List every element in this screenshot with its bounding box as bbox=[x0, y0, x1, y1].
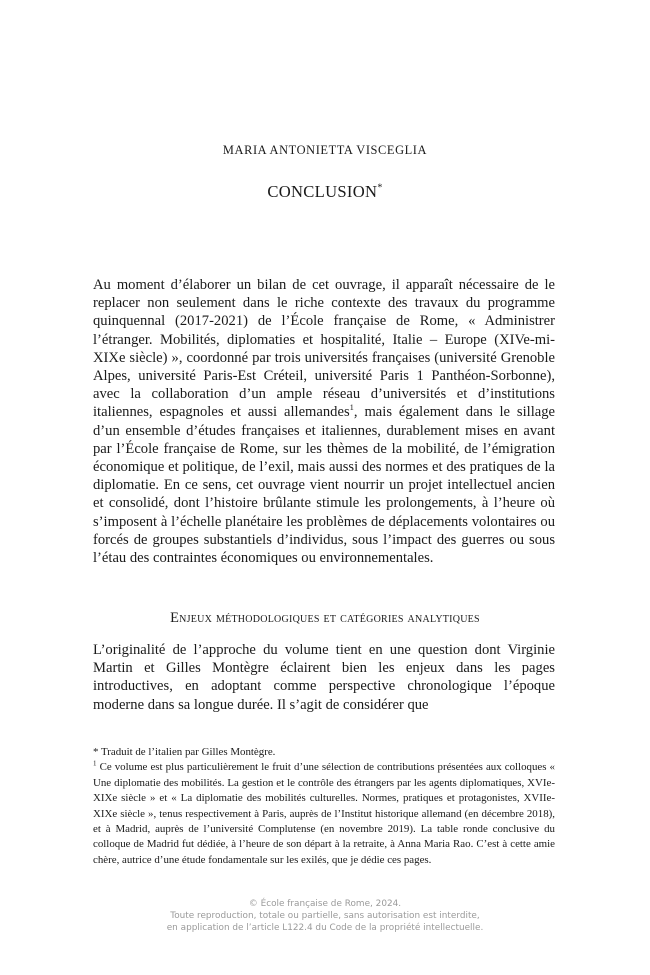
footnote-1 bbox=[93, 760, 555, 868]
intro-paragraph-text-a: Au moment d’élaborer un bilan de cet ouvrage, il apparaît nécessaire de le replacer non seulement dans le riche contexte des travaux du programme quinquennal (2017-2021) de l’École française de Rome, « Administrer l’étranger. Mobilités, diplomaties et hospitalité, Italie – Europe (XIVe-mi-XIXe siècle) », coordonné par trois universités françaises (université Grenoble Alpes, université Paris-Est Créteil, université Paris 1 Panthéon-Sorbonne), avec la collaboration d’un ample réseau d’universités et d’institutions italiennes, espagnoles et aussi allemandes bbox=[93, 277, 555, 421]
copyright-line-1: © École française de Rome, 2024. bbox=[248, 899, 402, 909]
second-paragraph: L’originalité de l’approche du volume tient en une question dont Virginie Martin et Gilles Montègre éclairent bien les enjeux dans les pages introductives, en adoptant comme perspective chronologique l’époque moderne dans sa longue durée. Il s’agit de considérer que bbox=[93, 642, 555, 713]
footnote-ref-1: 1 bbox=[349, 402, 354, 413]
intro-paragraph-text-b: , mais également dans le sillage d’un ensemble d’études françaises et italiennes, durablement mises en avant par l’École française de Rome, sur les thèmes de la mobilité, de l’émigration économique et politique, de l’exil, mais aussi des normes et des pratiques de la diplomatie. En ce sens, cet ouvrage vient nourrir un projet intellectuel ancien et consolidé, dont l’histoire brûlante stimule les prolongements, à l’heure où s’imposent à l’échelle planétaire les problèmes de déplacements volontaires ou forcés de groupes substantiels d’individus, sous l’impact des guerres ou sous l’étau des contraintes économiques ou environnementales. bbox=[93, 404, 555, 567]
footnote-1-text: Ce volume est plus particulièrement le fruit d’une sélection de contributions présentées aux colloques « Une diplomatie des mobilités. La gestion et le contrôle des étrangers par les agents diplomatiques, XVIe-XIXe siècle » et « La diplomatie des mobilités culturelles. Normes, pratiques et protagonistes, XVIIe-XIXe siècle », tenus respectivement à Paris, auprès de l’Institut historique allemand (en décembre 2018), et à Madrid, auprès de l’université Complutense (en novembre 2019). La table ronde conclusive du colloque de Madrid fut dédiée, à l’heure de son départ à la retraite, à Anna Maria Rao. C’est à cette amie chère, autrice d’une étude fondamentale sur les exilés, que je dédie ces pages. bbox=[93, 761, 555, 866]
copyright-line-3: en application de l’article L122.4 du Code de la propriété intellectuelle. bbox=[166, 923, 484, 934]
author-name: MARIA ANTONIETTA VISCEGLIA bbox=[222, 143, 428, 157]
intro-paragraph bbox=[93, 276, 555, 567]
chapter-title bbox=[0, 182, 650, 202]
title-footnote-mark: * bbox=[377, 182, 383, 194]
footnote-1-marker: 1 bbox=[93, 759, 97, 768]
footnotes bbox=[93, 745, 555, 868]
section-heading: Enjeux méthodologiques et catégories analytiques bbox=[170, 610, 480, 626]
copyright-line-2: Toute reproduction, totale ou partielle, sans autorisation est interdite, bbox=[170, 911, 480, 922]
chapter-title-text: CONCLUSION bbox=[267, 182, 378, 201]
copyright-notice bbox=[0, 898, 650, 935]
footnote-star: * Traduit de l’italien par Gilles Montègre. bbox=[93, 746, 276, 758]
